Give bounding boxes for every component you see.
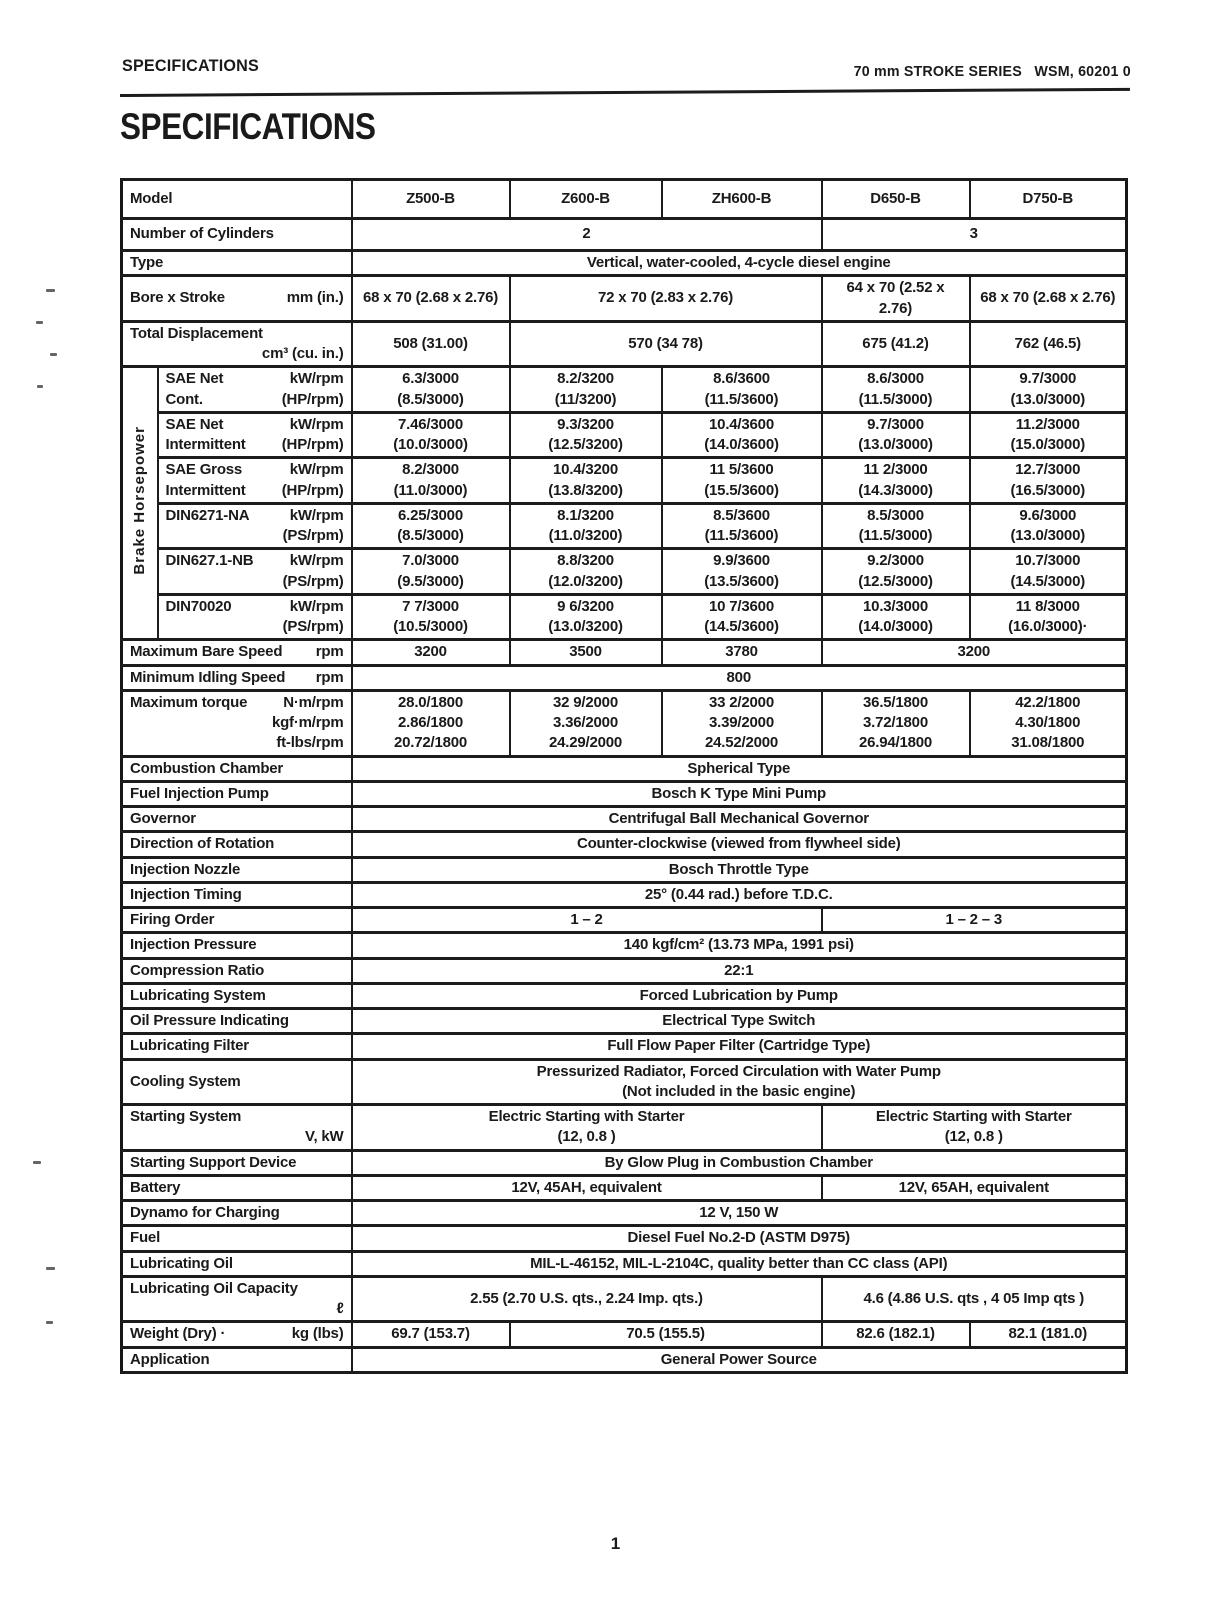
value-line: (12, 0.8 ) — [944, 1128, 1003, 1146]
value-cell — [970, 594, 1127, 640]
value-cell: Electrical Type Switch — [352, 1009, 1127, 1034]
value-cell: By Glow Plug in Combustion Chamber — [352, 1150, 1127, 1175]
value-cell: 12V, 45AH, equivalent — [352, 1175, 822, 1200]
row-combustion-chamber — [122, 756, 1127, 781]
row-max-bare-speed — [122, 640, 1127, 665]
row-unit: rpm — [315, 668, 344, 686]
row-bhp-sae-gross-intermittent — [122, 458, 1127, 504]
value-line: (13.8/3200) — [548, 481, 623, 499]
row-unit: kW/rpm — [289, 552, 344, 570]
running-header-right: 70 mm STROKE SERIES WSM, 60201 0 — [853, 63, 1131, 80]
row-starting-system — [122, 1105, 1127, 1151]
row-label-cell — [122, 1276, 352, 1322]
value-cell — [510, 412, 662, 458]
row-governor — [122, 807, 1127, 832]
value-line: (13.5/3600) — [704, 572, 779, 590]
value-cell — [352, 690, 510, 756]
row-unit: (PS/rpm) — [282, 527, 344, 544]
value-cell — [352, 594, 510, 640]
value-line: 24.29/2000 — [548, 734, 623, 752]
value-line: 11 2/3000 — [863, 461, 928, 479]
value-line: (16.0/3000)· — [1008, 618, 1088, 635]
value-line: 2.86/1800 — [398, 714, 463, 731]
bhp-side-label-cell — [122, 367, 158, 640]
row-label: Total Displacement — [130, 324, 263, 342]
value-cell: 4.6 (4.86 U.S. qts , 4 05 Imp qts ) — [822, 1276, 1127, 1322]
value-line: 7 7/3000 — [402, 597, 459, 615]
row-label: Battery — [122, 1175, 352, 1200]
value-line: (14.3/3000) — [858, 481, 933, 499]
value-cell: 508 (31.00) — [352, 321, 510, 367]
value-cell: 800 — [352, 665, 1127, 690]
value-cell: 25° (0.44 rad.) before T.D.C. — [352, 882, 1127, 907]
value-line: (11.5/3000) — [858, 527, 933, 544]
value-line: Electric Starting with Starter — [875, 1108, 1072, 1125]
row-label: DIN627.1-NB — [165, 552, 254, 570]
value-cell — [662, 503, 822, 549]
value-cell — [352, 1059, 1127, 1105]
row-unit: N·m/rpm — [283, 693, 344, 711]
row-label: Starting Support Device — [122, 1150, 352, 1175]
row-label-cell — [158, 367, 352, 413]
value-line: 9.9/3600 — [713, 552, 770, 570]
row-label-cell — [158, 549, 352, 595]
value-line: 8.6/3600 — [713, 370, 770, 388]
value-cell — [822, 690, 970, 756]
value-cell — [822, 549, 970, 595]
row-unit: kW/rpm — [289, 370, 344, 388]
row-fuel — [122, 1226, 1127, 1251]
value-cell — [822, 1105, 1127, 1151]
row-label: Dynamo for Charging — [122, 1201, 352, 1226]
value-cell: Full Flow Paper Filter (Cartridge Type) — [352, 1034, 1127, 1059]
value-cell — [510, 549, 662, 595]
row-label: Lubricating Oil — [122, 1251, 352, 1276]
value-cell: 12 V, 150 W — [352, 1201, 1127, 1226]
value-line: 9.2/3000 — [867, 552, 924, 570]
value-cell: 3 — [822, 219, 1127, 251]
value-cell: Spherical Type — [352, 756, 1127, 781]
value-line: (10.0/3000) — [393, 436, 468, 453]
row-label-cell — [122, 276, 352, 322]
row-type — [122, 251, 1127, 276]
value-line: (16.5/3000) — [1010, 481, 1086, 499]
value-line: 6.3/3000 — [402, 370, 459, 388]
row-label: Weight (Dry) · — [130, 1325, 226, 1343]
value-line: (13.0/3200) — [548, 618, 623, 635]
row-unit: kW/rpm — [289, 415, 344, 433]
value-line: (Not included in the basic engine) — [622, 1082, 856, 1100]
value-cell — [662, 594, 822, 640]
value-cell: 2 — [352, 219, 822, 251]
row-application — [122, 1347, 1127, 1372]
row-injection-pressure — [122, 933, 1127, 958]
value-line: (12.5/3000) — [858, 572, 933, 590]
value-cell: Vertical, water-cooled, 4-cycle diesel engine — [352, 251, 1127, 276]
value-line: 7.0/3000 — [402, 552, 459, 570]
value-cell — [510, 690, 662, 756]
value-line: 31.08/1800 — [1011, 734, 1085, 752]
row-label: Intermittent — [165, 436, 246, 453]
value-cell: 82.6 (182.1) — [822, 1322, 970, 1347]
row-label: DIN70020 — [165, 597, 232, 615]
row-dynamo-for-charging — [122, 1201, 1127, 1226]
value-line: 8.6/3000 — [867, 370, 924, 388]
value-cell — [662, 458, 822, 504]
value-cell: Counter-clockwise (viewed from flywheel side) — [352, 832, 1127, 857]
scan-artifact-dash — [46, 289, 55, 292]
row-label: Injection Nozzle — [122, 857, 352, 882]
row-label: Minimum Idling Speed — [130, 668, 286, 686]
header-rule — [120, 88, 1130, 97]
row-cylinders — [122, 219, 1127, 251]
value-line: Pressurized Radiator, Forced Circulation with Water Pump — [536, 1062, 941, 1080]
running-header-left: SPECIFICATIONS — [122, 56, 259, 75]
value-cell — [662, 412, 822, 458]
row-label-cell — [122, 1322, 352, 1347]
scan-artifact-dash — [36, 321, 43, 324]
value-cell: Centrifugal Ball Mechanical Governor — [352, 807, 1127, 832]
value-cell: 12V, 65AH, equivalent — [822, 1175, 1127, 1200]
row-bore-stroke — [122, 276, 1127, 322]
value-cell: Forced Lubrication by Pump — [352, 983, 1127, 1008]
value-line: 24.52/2000 — [704, 734, 779, 752]
row-label: Governor — [122, 807, 352, 832]
value-cell — [352, 367, 510, 413]
row-battery — [122, 1175, 1127, 1200]
value-cell: General Power Source — [352, 1347, 1127, 1372]
scan-artifact-dash — [50, 353, 57, 356]
value-line: 42.2/1800 — [1015, 693, 1081, 711]
row-injection-timing — [122, 882, 1127, 907]
row-label-cell — [122, 321, 352, 367]
value-line: 26.94/1800 — [858, 734, 933, 752]
value-cell: 3780 — [662, 640, 822, 665]
row-label: Direction of Rotation — [122, 832, 352, 857]
value-line: 9.6/3000 — [1019, 506, 1077, 524]
scan-artifact-dash — [46, 1321, 53, 1324]
value-cell — [352, 503, 510, 549]
value-line: (11.0/3200) — [548, 527, 623, 544]
row-weight-dry — [122, 1322, 1127, 1347]
value-cell — [510, 503, 662, 549]
row-label: Cont. — [165, 390, 203, 408]
value-cell: 2.55 (2.70 U.S. qts., 2.24 Imp. qts.) — [352, 1276, 822, 1322]
row-max-torque — [122, 690, 1127, 756]
row-starting-support-device — [122, 1150, 1127, 1175]
value-line: 8.5/3000 — [867, 506, 924, 524]
row-label: Type — [122, 251, 352, 276]
value-line: 20.72/1800 — [393, 734, 468, 752]
row-label-cell — [122, 665, 352, 690]
value-line: 10.4/3200 — [553, 461, 618, 479]
row-unit: kW/rpm — [289, 506, 344, 524]
row-bhp-sae-net-intermittent — [122, 412, 1127, 458]
value-cell — [510, 594, 662, 640]
row-unit: ft-lbs/rpm — [276, 734, 344, 752]
value-cell — [352, 549, 510, 595]
value-cell: 3200 — [822, 640, 1127, 665]
value-cell: 64 x 70 (2.52 x 2.76) — [822, 276, 970, 322]
row-unit: kW/rpm — [289, 461, 344, 479]
value-line: (11.5/3600) — [704, 390, 779, 408]
row-lubricating-oil-capacity — [122, 1276, 1127, 1322]
value-cell: MIL-L-46152, MIL-L-2104C, quality better than CC class (API) — [352, 1251, 1127, 1276]
value-line: 8.8/3200 — [557, 552, 614, 570]
value-cell: 70.5 (155.5) — [510, 1322, 822, 1347]
bhp-side-label: Brake Horsepower — [131, 425, 148, 575]
row-label-cell — [158, 503, 352, 549]
value-cell: 3500 — [510, 640, 662, 665]
value-cell — [970, 549, 1127, 595]
model-name: D750-B — [970, 180, 1127, 219]
value-cell — [510, 367, 662, 413]
row-label: Firing Order — [122, 908, 352, 933]
value-line: 9.7/3000 — [867, 415, 924, 433]
row-label: Maximum Bare Speed — [130, 643, 283, 661]
row-unit: kW/rpm — [289, 597, 344, 615]
value-cell — [822, 367, 970, 413]
row-label: Injection Pressure — [122, 933, 352, 958]
value-cell — [822, 594, 970, 640]
value-cell — [352, 458, 510, 504]
value-line: 7.46/3000 — [398, 415, 463, 433]
row-unit: (PS/rpm) — [282, 618, 344, 635]
value-line: 9 6/3200 — [557, 597, 614, 615]
value-cell: 140 kgf/cm² (13.73 MPa, 1991 psi) — [352, 933, 1127, 958]
value-cell — [822, 503, 970, 549]
row-unit: (PS/rpm) — [282, 572, 344, 590]
row-label: Injection Timing — [122, 882, 352, 907]
value-line: Electric Starting with Starter — [488, 1108, 685, 1125]
row-label: Fuel — [122, 1226, 352, 1251]
value-cell: 762 (46.5) — [970, 321, 1127, 367]
value-cell — [662, 549, 822, 595]
row-lubricating-filter — [122, 1034, 1127, 1059]
value-line: (10.5/3000) — [393, 618, 468, 635]
value-line: (13.0/3000) — [858, 436, 933, 453]
row-unit: kg (lbs) — [291, 1325, 344, 1343]
row-label: Cooling System — [122, 1059, 352, 1105]
value-cell — [822, 412, 970, 458]
value-cell: 68 x 70 (2.68 x 2.76) — [352, 276, 510, 322]
value-line: 3.36/2000 — [553, 714, 618, 731]
row-label-cell — [158, 412, 352, 458]
row-oil-pressure-indicating — [122, 1009, 1127, 1034]
value-line: (8.5/3000) — [397, 390, 464, 408]
row-bhp-din70020 — [122, 594, 1127, 640]
page-number: 1 — [610, 1534, 621, 1553]
scan-artifact-dash — [33, 1161, 41, 1164]
row-firing-order — [122, 908, 1127, 933]
value-line: (11.0/3000) — [393, 481, 468, 499]
value-line: 6.25/3000 — [398, 506, 463, 524]
row-unit: (HP/rpm) — [281, 481, 344, 499]
value-line: 8.2/3000 — [402, 461, 459, 479]
value-cell — [510, 458, 662, 504]
row-unit: (HP/rpm) — [281, 390, 344, 408]
row-label-cell — [158, 458, 352, 504]
value-cell: 1 – 2 — [352, 908, 822, 933]
row-unit: kgf·m/rpm — [271, 714, 344, 731]
row-label: Combustion Chamber — [122, 756, 352, 781]
value-line: 8.1/3200 — [557, 506, 614, 524]
row-lubricating-oil — [122, 1251, 1127, 1276]
value-line: (13.0/3000) — [1010, 390, 1086, 408]
row-label-cell — [122, 640, 352, 665]
row-unit: V, kW — [305, 1128, 344, 1146]
row-min-idling-speed — [122, 665, 1127, 690]
value-line: 8.5/3600 — [713, 506, 770, 524]
row-model — [122, 180, 1127, 219]
model-name: Z500-B — [352, 180, 510, 219]
scan-artifact-dash — [46, 1267, 55, 1270]
value-line: 10 7/3600 — [709, 597, 774, 615]
row-label: Compression Ratio — [122, 958, 352, 983]
value-line: 28.0/1800 — [398, 693, 463, 711]
row-label: SAE Gross — [165, 461, 243, 479]
value-cell: 3200 — [352, 640, 510, 665]
row-label: DIN6271-NA — [165, 506, 250, 524]
model-name: Z600-B — [510, 180, 662, 219]
row-unit: rpm — [315, 643, 344, 661]
value-cell — [662, 690, 822, 756]
row-lubricating-system — [122, 983, 1127, 1008]
value-line: (14.5/3000) — [1010, 572, 1086, 590]
value-cell — [970, 690, 1127, 756]
row-direction-of-rotation — [122, 832, 1127, 857]
row-unit: cm³ (cu. in.) — [261, 345, 344, 362]
row-unit: ℓ — [336, 1300, 344, 1317]
row-bhp-sae-net-cont — [122, 367, 1127, 413]
row-cooling-system — [122, 1059, 1127, 1105]
value-line: (11.5/3600) — [704, 527, 779, 544]
value-cell: 1 – 2 – 3 — [822, 908, 1127, 933]
row-compression-ratio — [122, 958, 1127, 983]
value-cell — [352, 1105, 822, 1151]
row-label: Lubricating System — [122, 983, 352, 1008]
value-cell: 68 x 70 (2.68 x 2.76) — [970, 276, 1127, 322]
row-label: Application — [122, 1347, 352, 1372]
value-line: 9.3/3200 — [557, 415, 614, 433]
row-fuel-injection-pump — [122, 781, 1127, 806]
value-line: (14.0/3600) — [704, 436, 779, 453]
value-line: (12.0/3200) — [548, 572, 623, 590]
value-cell: 570 (34 78) — [510, 321, 822, 367]
row-displacement — [122, 321, 1127, 367]
row-label: Bore x Stroke — [130, 289, 225, 307]
value-cell: 675 (41.2) — [822, 321, 970, 367]
value-cell — [970, 412, 1127, 458]
value-line: 10.3/3000 — [863, 597, 928, 615]
value-line: (15.5/3600) — [704, 481, 779, 499]
scan-artifact-dash — [37, 385, 43, 388]
value-line: (15.0/3000) — [1010, 436, 1086, 453]
page-title: SPECIFICATIONS — [120, 106, 376, 147]
row-label-cell — [122, 690, 352, 756]
row-label: Maximum torque — [130, 693, 248, 711]
value-cell: 82.1 (181.0) — [970, 1322, 1127, 1347]
value-line: 3.72/1800 — [863, 714, 928, 731]
model-name: ZH600-B — [662, 180, 822, 219]
value-line: 10.7/3000 — [1015, 552, 1081, 570]
row-label: Fuel Injection Pump — [122, 781, 352, 806]
value-cell: 72 x 70 (2.83 x 2.76) — [510, 276, 822, 322]
value-line: 11.2/3000 — [1015, 415, 1080, 433]
value-line: 12.7/3000 — [1015, 461, 1081, 479]
row-label-cell — [158, 594, 352, 640]
value-cell — [970, 458, 1127, 504]
value-cell: 69.7 (153.7) — [352, 1322, 510, 1347]
value-line: 3.39/2000 — [709, 714, 774, 731]
row-label: Starting System — [130, 1108, 242, 1125]
value-line: 36.5/1800 — [863, 693, 928, 711]
value-line: (11.5/3000) — [858, 390, 933, 408]
value-cell — [822, 458, 970, 504]
value-cell — [662, 367, 822, 413]
row-label: Model — [122, 180, 352, 219]
row-label: Oil Pressure Indicating — [122, 1009, 352, 1034]
value-line: (11/3200) — [554, 390, 617, 408]
value-cell — [970, 503, 1127, 549]
value-line: 11 5/3600 — [709, 461, 774, 479]
value-line: (8.5/3000) — [397, 527, 464, 544]
row-bhp-din6271-nb — [122, 549, 1127, 595]
value-line: 4.30/1800 — [1015, 714, 1081, 731]
row-label: Intermittent — [165, 481, 246, 499]
value-line: 11 8/3000 — [1015, 597, 1080, 615]
row-injection-nozzle — [122, 857, 1127, 882]
value-line: 9.7/3000 — [1019, 370, 1077, 388]
value-line: (12.5/3200) — [548, 436, 623, 453]
row-label-cell — [122, 1105, 352, 1151]
row-unit: (HP/rpm) — [281, 436, 344, 453]
value-line: (13.0/3000) — [1010, 527, 1086, 544]
value-line: (12, 0.8 ) — [557, 1128, 616, 1146]
value-line: 10.4/3600 — [709, 415, 774, 433]
model-name: D650-B — [822, 180, 970, 219]
row-label: Number of Cylinders — [122, 219, 352, 251]
value-line: (14.0/3000) — [858, 618, 933, 635]
row-label: Lubricating Oil Capacity — [130, 1279, 298, 1297]
value-cell: Bosch K Type Mini Pump — [352, 781, 1127, 806]
value-line: 32 9/2000 — [553, 693, 618, 711]
value-cell: Bosch Throttle Type — [352, 857, 1127, 882]
value-line: (9.5/3000) — [397, 572, 464, 590]
row-label: SAE Net — [165, 370, 224, 388]
value-line: (14.5/3600) — [704, 618, 779, 635]
row-label: SAE Net — [165, 415, 224, 433]
value-cell — [352, 412, 510, 458]
value-line: 8.2/3200 — [557, 370, 614, 388]
value-line: 33 2/2000 — [709, 693, 774, 711]
row-label: Lubricating Filter — [122, 1034, 352, 1059]
row-bhp-din6271-na — [122, 503, 1127, 549]
row-unit: mm (in.) — [286, 289, 344, 307]
specifications-table — [120, 178, 1128, 1374]
value-cell: 22:1 — [352, 958, 1127, 983]
value-cell: Diesel Fuel No.2-D (ASTM D975) — [352, 1226, 1127, 1251]
value-cell — [970, 367, 1127, 413]
